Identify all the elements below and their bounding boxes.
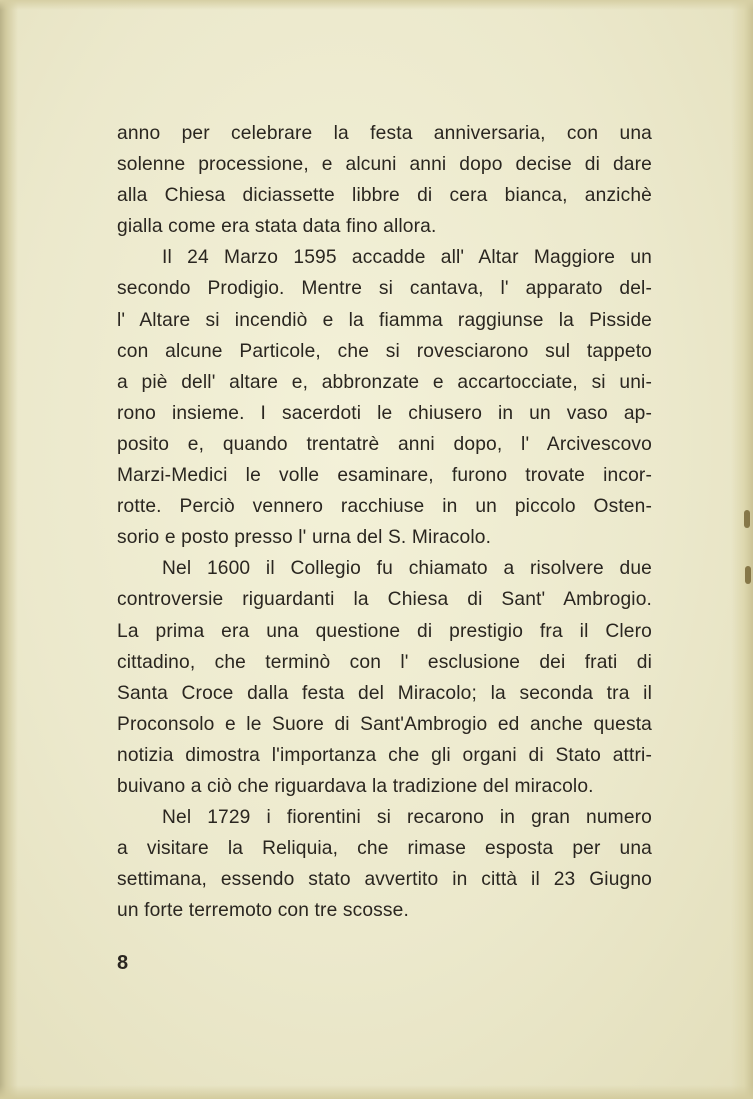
text-line: l' Altare si incendiò e la fiamma raggiunse la Pisside xyxy=(117,309,652,331)
text-line: gialla come era stata data fino allora. xyxy=(117,216,437,238)
text-line: settimana, essendo stato avvertito in città il 23 Giugno xyxy=(117,869,652,891)
text-line: Il 24 Marzo 1595 accadde all' Altar Maggiore un xyxy=(162,247,652,269)
text-line: Marzi-Medici le volle esaminare, furono trovate incor- xyxy=(117,465,652,487)
body-text xyxy=(117,118,652,926)
page-number: 8 xyxy=(117,952,129,974)
text-line: secondo Prodigio. Mentre si cantava, l' apparato del- xyxy=(117,278,652,300)
text-line: posito e, quando trentatrè anni dopo, l' Arcivescovo xyxy=(117,433,652,455)
text-line: con alcune Particole, che si rovesciarono sul tappeto xyxy=(117,340,652,362)
text-line: Nel 1600 il Collegio fu chiamato a risolvere due xyxy=(162,558,652,580)
text-line: La prima era una questione di prestigio fra il Clero xyxy=(117,620,652,642)
text-line: Santa Croce dalla festa del Miracolo; la seconda tra il xyxy=(117,682,652,704)
page-edge-top xyxy=(0,0,753,10)
text-line: sorio e posto presso l' urna del S. Miracolo. xyxy=(117,527,492,549)
text-line: Proconsolo e le Suore di Sant'Ambrogio ed anche questa xyxy=(117,713,652,735)
text-line: cittadino, che terminò con l' esclusione dei frati di xyxy=(117,651,652,673)
page-edge-bottom xyxy=(0,1085,753,1099)
text-line: controversie riguardanti la Chiesa di Sant' Ambrogio. xyxy=(117,589,652,611)
text-line: rono insieme. I sacerdoti le chiusero in un vaso ap- xyxy=(117,402,652,424)
text-line: rotte. Perciò vennero racchiuse in un piccolo Osten- xyxy=(117,496,652,518)
binding-mark xyxy=(745,566,751,584)
text-line: a visitare la Reliquia, che rimase esposta per una xyxy=(117,838,652,860)
text-line: notizia dimostra l'importanza che gli organi di Stato attri- xyxy=(117,744,652,766)
page-edge-left xyxy=(0,0,18,1099)
text-line: anno per celebrare la festa anniversaria, con una xyxy=(117,123,652,144)
text-line: alla Chiesa diciassette libbre di cera bianca, anzichè xyxy=(117,185,652,207)
text-line: a piè dell' altare e, abbronzate e accartocciate, si uni- xyxy=(117,371,652,393)
text-line: buivano a ciò che riguardava la tradizione del miracolo. xyxy=(117,775,594,797)
text-line: Nel 1729 i fiorentini si recarono in gran numero xyxy=(162,807,652,829)
page-edge-right xyxy=(731,0,753,1099)
binding-mark xyxy=(744,510,750,528)
text-line: solenne processione, e alcuni anni dopo decise di dare xyxy=(117,154,652,176)
text-line: un forte terremoto con tre scosse. xyxy=(117,900,409,922)
